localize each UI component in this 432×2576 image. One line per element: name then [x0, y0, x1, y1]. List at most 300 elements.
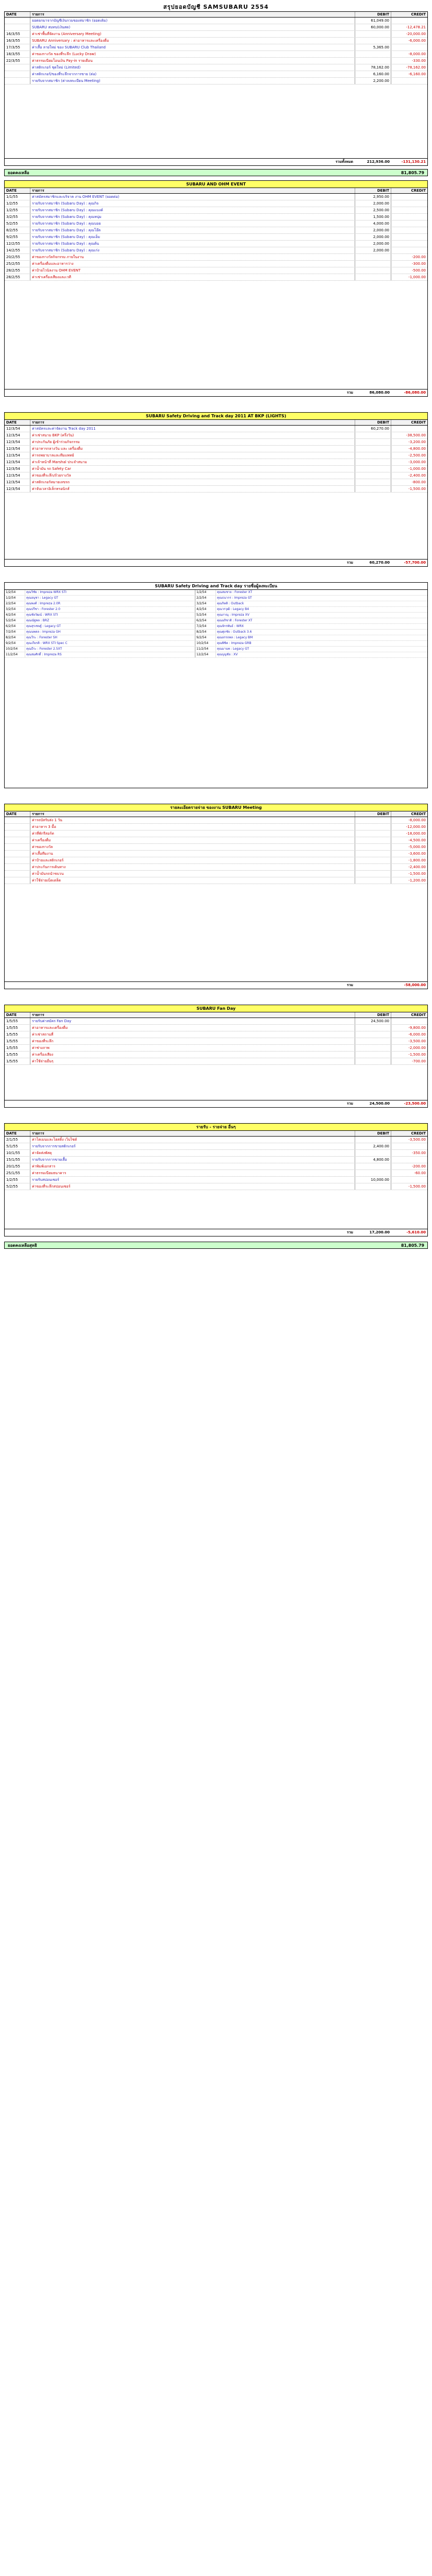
total-debit: 24,500.00: [369, 1101, 390, 1106]
row-date: [5, 18, 30, 24]
total-row: [5, 389, 427, 396]
row-credit: [391, 78, 427, 84]
reg-name-right: คุณศุภชัย : Outback 3.6: [217, 630, 252, 634]
reg-name-left: คุณเกียรติ : WRX STI Spec C: [25, 641, 195, 646]
registration-list: [4, 582, 428, 788]
row-credit: -3,500.00: [408, 1138, 426, 1142]
table-row: [5, 844, 427, 851]
row-date: 22/3/55: [5, 58, 30, 64]
row-desc: ค่าโดเมนและโฮสติ้ง เว็บไซต์: [30, 1137, 355, 1143]
row-date: 12/3/54: [5, 452, 30, 459]
total-debit: 60,270.00: [369, 561, 390, 565]
row-date: [5, 824, 30, 830]
row-debit: [355, 31, 391, 37]
row-date: [5, 837, 30, 843]
meeting-expense-table: [4, 804, 428, 989]
row-credit: -1,000.00: [408, 467, 426, 471]
row-debit: [355, 58, 391, 64]
row-desc: รายรับจากสมาชิก (Subaru Day) : คุณโอ๊ต: [30, 227, 355, 233]
row-credit: -200.00: [411, 1164, 426, 1168]
row-desc: รายรับจากสมาชิก (Subaru Day) : คุณต้น: [30, 241, 355, 247]
row-desc: ค่าใช้จ่ายอื่นๆ: [30, 1058, 355, 1064]
row-desc: รายรับจากสมาชิก (ค่าลงทะเบียน Meeting): [30, 78, 355, 84]
desc-header: รายการ: [30, 1131, 355, 1136]
row-credit: -5,000.00: [408, 845, 426, 849]
total-label: รวม: [346, 561, 353, 565]
total-row: [5, 559, 427, 566]
reg-date-left: 1/2/54: [5, 590, 25, 595]
row-credit: [391, 44, 427, 50]
row-desc: ค่าพิมพ์เอกสาร: [30, 1163, 355, 1170]
table-row: [5, 200, 427, 207]
table-row: [5, 38, 427, 44]
total-debit: [355, 982, 391, 989]
reg-name-left: คุณวีระ : Forester SH: [25, 635, 195, 640]
row-desc: ค่าธรรมเนียมโอนเงิน Pay-in รายเดือน: [30, 58, 355, 64]
section-heading: SUBARU Fan Day: [5, 1005, 427, 1012]
table-row: [5, 446, 427, 452]
row-credit: [391, 214, 427, 220]
event-ledger-table: [4, 180, 428, 397]
table-row: [5, 241, 427, 247]
reg-name-right: คุณวรวุฒิ : Legacy B4: [217, 607, 249, 611]
row-debit: 10,000.00: [355, 1177, 391, 1183]
row-desc: ค่าสติกเกอร์หมายเลขรถ: [30, 479, 355, 485]
row-debit: 60,000.00: [355, 24, 391, 30]
row-desc: ค่าอาหาร 3 มื้อ: [30, 824, 355, 830]
row-credit: -2,500.00: [408, 453, 426, 457]
credit-header: CREDIT: [411, 1013, 426, 1017]
list-item: [5, 618, 427, 624]
row-debit: [355, 851, 391, 857]
other-ledger-table: [4, 1123, 428, 1236]
document-title: สรุปยอดบัญชี SAMSUBARU 2554: [163, 4, 269, 10]
row-credit: -9,800.00: [408, 1026, 426, 1030]
row-debit: 2,000.00: [355, 247, 391, 253]
row-debit: 2,000.00: [355, 200, 391, 207]
row-debit: [355, 472, 391, 479]
row-debit: [355, 479, 391, 485]
desc-header: รายการ: [30, 1012, 355, 1018]
debit-header: DEBIT: [355, 1012, 391, 1018]
table-row: [5, 51, 427, 58]
row-credit: [391, 1157, 427, 1163]
list-item: [5, 624, 427, 630]
total-debit: 212,936.00: [367, 160, 390, 164]
row-credit: -500.00: [411, 268, 426, 273]
row-debit: 4,000.00: [355, 221, 391, 227]
debit-header: DEBIT: [355, 188, 391, 193]
section-heading: รายละเอียดรายจ่าย ของงาน SUBARU Meeting: [5, 804, 427, 811]
reg-name-left: คุณวิชัย : Impreza WRX STI: [25, 590, 195, 595]
row-desc: ค่าช่างภาพ: [30, 1045, 355, 1051]
row-credit: -350.00: [411, 1151, 426, 1155]
row-desc: ค่าเครื่องดื่ม: [30, 837, 355, 843]
table-row: [5, 1177, 427, 1183]
row-debit: [355, 261, 391, 267]
row-debit: [355, 486, 391, 492]
reg-name-right: คุณมานพ : Legacy GT: [217, 647, 250, 651]
debit-header: DEBIT: [355, 12, 391, 17]
reg-name-right: คุณจักรพันธ์ : WRX: [217, 624, 244, 628]
reg-date-left: 11/2/54: [5, 652, 25, 657]
row-debit: 2,500.00: [355, 207, 391, 213]
row-credit: [391, 1143, 427, 1149]
section-heading: SUBARU AND OHM EVENT: [5, 181, 427, 188]
table-row: [5, 1183, 427, 1190]
total-credit: -57,700.00: [404, 561, 426, 565]
row-desc: SUBARU สมทบ(เงินสด): [30, 24, 355, 30]
row-desc: ค่าของที่ระลึก: [30, 1038, 355, 1044]
table-header: [5, 1131, 427, 1137]
row-date: 1/5/55: [5, 1038, 30, 1044]
row-debit: 4,800.00: [355, 1157, 391, 1163]
ledger-rows: [5, 194, 427, 281]
reg-date-right: 2/2/54: [195, 596, 216, 601]
total-row: [5, 1100, 427, 1107]
list-item: [5, 596, 427, 601]
table-row: [5, 459, 427, 466]
row-debit: 24,500.00: [355, 1018, 391, 1024]
reg-name-left: คุณนพดล : Impreza GH: [25, 630, 195, 635]
row-date: 14/2/55: [5, 247, 30, 253]
row-debit: [355, 1045, 391, 1051]
row-desc: ค่าเจ้าหน้าที่ Marshal ประจำสนาม: [30, 459, 355, 465]
row-desc: ค่ารถบัสรับส่ง 1 วัน: [30, 817, 355, 823]
table-row: [5, 1150, 427, 1157]
row-desc: ค่าของรางวัล: [30, 844, 355, 850]
row-date: 12/3/54: [5, 439, 30, 445]
reg-date-left: 5/2/54: [5, 618, 25, 623]
row-desc: รายรับค่าสมัคร Fan Day: [30, 1018, 355, 1024]
reg-name-right: คุณอภิชาติ : Forester XT: [217, 619, 253, 622]
reg-name-right: คุณสมชาย : Forester XT: [217, 590, 253, 594]
reg-date-right: 1/2/54: [195, 590, 216, 595]
registration-rows: [5, 590, 427, 658]
reg-name-left: คุณพงศ์ : Impreza 2.0R: [25, 601, 195, 606]
table-row: [5, 824, 427, 831]
row-credit: -1,500.00: [408, 1184, 426, 1189]
row-date: 2/1/55: [5, 1137, 30, 1143]
table-row: [5, 851, 427, 857]
ledger-rows: [5, 817, 427, 884]
table-row: [5, 466, 427, 472]
table-header: [5, 188, 427, 194]
table-row: [5, 1170, 427, 1177]
row-debit: [355, 1150, 391, 1156]
row-credit: [391, 18, 427, 24]
reg-date-right: 4/2/54: [195, 607, 216, 612]
row-desc: ค่าเสื้อ ลายใหม่ ของ SUBARU Club Thailand: [30, 44, 355, 50]
row-desc: ค่าของรางวัล ของที่ระลึก (Lucky Draw): [30, 51, 355, 57]
debit-header: DEBIT: [355, 811, 391, 817]
debit-header: DEBIT: [355, 1131, 391, 1136]
row-debit: 2,200.00: [355, 78, 391, 84]
table-row: [5, 877, 427, 884]
row-date: 12/3/54: [5, 432, 30, 438]
total-row: [5, 981, 427, 989]
row-debit: [355, 817, 391, 823]
table-header: [5, 12, 427, 18]
row-debit: [355, 871, 391, 877]
list-item: [5, 652, 427, 658]
reg-name-right: คุณธนากร : Impreza GT: [217, 596, 252, 600]
row-desc: ค่าจัดส่งพัสดุ: [30, 1150, 355, 1156]
date-header: DATE: [5, 12, 30, 17]
table-row: [5, 207, 427, 214]
row-date: 1/2/55: [5, 200, 30, 207]
row-credit: -3,000.00: [408, 460, 426, 464]
reg-date-left: 4/2/54: [5, 613, 25, 618]
row-credit: -3,600.00: [408, 852, 426, 856]
table-row: [5, 18, 427, 24]
desc-header: รายการ: [30, 811, 355, 817]
debit-header: DEBIT: [355, 420, 391, 425]
table-row: [5, 64, 427, 71]
row-debit: [355, 864, 391, 870]
table-row: [5, 1018, 427, 1025]
row-date: [5, 857, 30, 863]
total-row: [5, 158, 427, 165]
row-date: 1/5/55: [5, 1052, 30, 1058]
row-date: 1/2/55: [5, 207, 30, 213]
table-row: [5, 254, 427, 261]
trackday-ledger-table: [4, 412, 428, 567]
row-date: 12/3/54: [5, 486, 30, 492]
row-credit: -1,800.00: [408, 858, 426, 862]
row-date: 12/3/54: [5, 459, 30, 465]
balance-banner: [4, 169, 428, 176]
list-item: [5, 601, 427, 607]
row-date: 12/3/54: [5, 479, 30, 485]
row-debit: [355, 274, 391, 280]
table-row: [5, 1143, 427, 1150]
row-debit: [355, 824, 391, 830]
row-date: 1/1/55: [5, 194, 30, 200]
desc-header: รายการ: [30, 188, 355, 193]
row-credit: -6,160.00: [408, 72, 426, 76]
total-credit: -86,080.00: [404, 391, 426, 395]
row-date: [5, 844, 30, 850]
reg-name-left: คุณสุรเชษฐ์ : Legacy GT: [25, 624, 195, 629]
row-credit: -12,000.00: [406, 825, 426, 829]
row-desc: ค่าเช่าพื้นที่จัดงาน (Anniversary Meeting): [30, 31, 355, 37]
reg-name-left: คุณณัฐพล : BRZ: [25, 618, 195, 623]
reg-name-left: คุณสมศักดิ์ : Impreza RS: [25, 652, 195, 657]
total-credit: -131,130.21: [401, 160, 426, 164]
row-date: 1/2/55: [5, 1177, 30, 1183]
table-row: [5, 837, 427, 844]
row-credit: -6,000.00: [408, 39, 426, 43]
reg-name-left: คุณชัยวัฒน์ : WRX STI: [25, 613, 195, 618]
reg-date-right: 10/2/54: [195, 641, 216, 646]
reg-date-right: 5/2/54: [195, 613, 216, 618]
row-debit: [355, 1038, 391, 1044]
row-debit: [355, 1170, 391, 1176]
row-date: [5, 64, 30, 71]
net-balance-banner: [4, 1242, 428, 1249]
row-credit: [391, 1177, 427, 1183]
section-heading: SUBARU Safety Driving and Track day 2011 AT BKP (LIGHTS): [5, 413, 427, 420]
row-date: [5, 831, 30, 837]
net-balance-label: ยอดคงเหลือสุทธิ: [8, 1243, 37, 1248]
row-date: 16/3/55: [5, 31, 30, 37]
reg-date-right: 9/2/54: [195, 635, 216, 640]
table-row: [5, 1058, 427, 1065]
row-debit: 6,160.00: [355, 71, 391, 77]
row-debit: [355, 1025, 391, 1031]
table-row: [5, 486, 427, 493]
table-row: [5, 1052, 427, 1058]
total-credit: -5,610.00: [406, 1230, 426, 1234]
row-debit: [355, 446, 391, 452]
balance-label: ยอดคงเหลือ: [8, 171, 29, 175]
row-date: 28/2/55: [5, 267, 30, 274]
net-balance-value: 81,805.79: [401, 1243, 424, 1248]
row-credit: -330.00: [411, 59, 426, 63]
row-date: 15/1/55: [5, 1157, 30, 1163]
row-credit: -700.00: [411, 1059, 426, 1063]
row-debit: [355, 267, 391, 274]
date-header: DATE: [5, 1131, 30, 1136]
row-desc: ค่าเครื่องเสียง: [30, 1052, 355, 1058]
row-debit: 2,000.00: [355, 234, 391, 240]
row-desc: ค่าสมัครสมาชิกและบริจาค งาน OHM EVENT (ยอดต่อ): [30, 194, 355, 200]
reg-name-left: คุณธีระ : Forester 2.5XT: [25, 647, 195, 652]
row-date: 20/2/55: [5, 254, 30, 260]
row-credit: -3,500.00: [408, 1039, 426, 1043]
total-label: รวมทั้งหมด: [335, 160, 353, 164]
row-desc: รายรับจากสมาชิก (Subaru Day) : คุณเอ็ม: [30, 234, 355, 240]
row-debit: [355, 254, 391, 260]
row-credit: -2,000.00: [408, 1046, 426, 1050]
reg-name-right: คุณกิตติ : Outback: [217, 602, 244, 605]
row-debit: [355, 857, 391, 863]
table-row: [5, 871, 427, 877]
row-desc: ค่าเช่าสถานที่: [30, 1031, 355, 1038]
list-item: [5, 590, 427, 596]
row-credit: -78,162.00: [406, 65, 426, 70]
row-credit: [391, 241, 427, 247]
table-header: [5, 1012, 427, 1018]
row-debit: [355, 844, 391, 850]
row-debit: 2,000.00: [355, 227, 391, 233]
row-credit: [391, 207, 427, 213]
row-credit: -6,000.00: [408, 1032, 426, 1037]
row-debit: [355, 1163, 391, 1170]
row-desc: รายรับสปอนเซอร์: [30, 1177, 355, 1183]
row-desc: ค่าสมัครและค่าจัดงาน Track day 2011: [30, 426, 355, 432]
table-row: [5, 227, 427, 234]
row-date: 12/3/54: [5, 472, 30, 479]
row-credit: -1,500.00: [408, 872, 426, 876]
desc-header: รายการ: [30, 12, 355, 17]
list-item: [5, 635, 427, 641]
table-row: [5, 274, 427, 281]
total-credit: -58,000.00: [404, 983, 426, 987]
row-date: [5, 71, 30, 77]
reg-date-left: 1/2/54: [5, 596, 25, 601]
table-row: [5, 71, 427, 78]
row-credit: -4,800.00: [408, 447, 426, 451]
table-row: [5, 831, 427, 837]
reg-date-left: 6/2/54: [5, 624, 25, 629]
total-label: รวม: [346, 1101, 353, 1106]
desc-header: รายการ: [30, 420, 355, 425]
row-debit: [355, 877, 391, 884]
ledger-rows: [5, 1018, 427, 1065]
row-credit: -12,478.21: [406, 25, 426, 29]
list-item: [5, 630, 427, 635]
row-debit: 2,950.00: [355, 194, 391, 200]
row-debit: [355, 432, 391, 438]
table-row: [5, 214, 427, 221]
total-label: รวม: [346, 1230, 353, 1234]
row-credit: -200.00: [411, 255, 426, 259]
row-debit: [355, 1183, 391, 1190]
row-desc: ค่าป้ายไวนิลงาน OHM EVENT: [30, 267, 355, 274]
list-item: [5, 647, 427, 652]
total-debit: 86,080.00: [369, 391, 390, 395]
table-row: [5, 78, 427, 84]
row-date: 1/5/55: [5, 1031, 30, 1038]
table-row: [5, 44, 427, 51]
row-date: [5, 864, 30, 870]
row-credit: -2,400.00: [408, 473, 426, 478]
reg-date-left: 3/2/54: [5, 607, 25, 612]
reg-date-left: 10/2/54: [5, 647, 25, 652]
row-debit: 78,162.00: [355, 64, 391, 71]
row-date: [5, 877, 30, 884]
list-item: [5, 607, 427, 613]
row-credit: -1,200.00: [408, 878, 426, 883]
table-row: [5, 1163, 427, 1170]
row-date: 5/2/55: [5, 1183, 30, 1190]
row-date: [5, 817, 30, 823]
credit-header: CREDIT: [411, 812, 426, 816]
row-desc: รายรับจากสมาชิก (Subaru Day) : คุณกิจ: [30, 200, 355, 207]
table-row: [5, 1031, 427, 1038]
reg-date-right: 3/2/54: [195, 601, 216, 606]
row-date: 12/3/54: [5, 466, 30, 472]
row-desc: ค่าจับเวลาอิเล็กทรอนิกส์: [30, 486, 355, 492]
table-row: [5, 1157, 427, 1163]
row-debit: [355, 831, 391, 837]
row-credit: -4,500.00: [408, 838, 426, 842]
reg-date-left: 8/2/54: [5, 635, 25, 640]
reg-date-left: 7/2/54: [5, 630, 25, 635]
table-row: [5, 426, 427, 432]
row-debit: [355, 466, 391, 472]
row-credit: -8,000.00: [408, 818, 426, 822]
row-date: 10/1/55: [5, 1150, 30, 1156]
table-row: [5, 452, 427, 459]
reg-date-right: 7/2/54: [195, 624, 216, 629]
table-row: [5, 267, 427, 274]
reg-name-right: คุณอรรถพล : Legacy BM: [217, 636, 253, 639]
date-header: DATE: [5, 811, 30, 817]
reg-name-right: คุณภาณุ : Impreza XV: [217, 613, 250, 617]
table-row: [5, 221, 427, 227]
table-header: [5, 420, 427, 426]
section-heading: รายรับ - รายจ่าย อื่นๆ: [5, 1124, 427, 1131]
row-credit: -20,000.00: [406, 32, 426, 36]
reg-date-right: 8/2/54: [195, 630, 216, 635]
row-credit: [391, 247, 427, 253]
row-credit: [391, 221, 427, 227]
row-debit: 61,049.00: [355, 18, 391, 24]
reg-date-left: 9/2/54: [5, 641, 25, 646]
